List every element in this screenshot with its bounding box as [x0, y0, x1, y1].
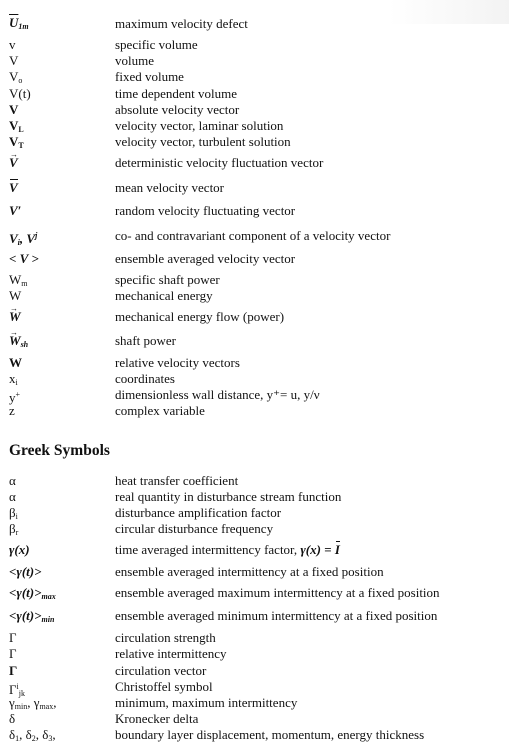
symbol: z	[9, 403, 15, 418]
symbol: → V	[9, 156, 18, 170]
symbol: y+	[9, 390, 21, 405]
symbol: $\delta_1$, $\delta_2$, $\delta_3$,	[9, 727, 56, 743]
symbol: α	[9, 489, 16, 504]
description: relative velocity vectors	[115, 355, 240, 370]
description: relative intermittency	[115, 646, 227, 661]
description: disturbance amplification factor	[115, 505, 282, 520]
description: complex variable	[115, 403, 205, 418]
description: specific volume	[115, 37, 198, 52]
symbol: $x_i$	[9, 371, 18, 387]
symbol: $W_m$	[9, 272, 28, 288]
symbol: v	[9, 37, 16, 52]
description: volume	[115, 53, 154, 68]
symbol: W	[9, 355, 22, 370]
symbol: V	[9, 53, 19, 68]
description: circulation vector	[115, 663, 207, 678]
description: circulation strength	[115, 630, 216, 645]
symbol: $<\gamma(t)>_{min}$	[9, 608, 55, 624]
description: random velocity fluctuating vector	[115, 203, 296, 218]
symbol: δ	[9, 711, 16, 726]
symbol: $<\gamma(t)>_{max}$	[9, 585, 56, 601]
description: ensemble averaged intermittency at a fixed position	[115, 564, 384, 579]
symbol: W	[9, 288, 22, 303]
description: specific shaft power	[115, 272, 220, 287]
description: time dependent volume	[115, 86, 238, 101]
description: deterministic velocity fluctuation vector	[115, 155, 324, 170]
symbol: V(t)	[9, 86, 31, 101]
description: absolute velocity vector	[115, 102, 240, 117]
description: mechanical energy	[115, 288, 213, 303]
symbol: Γ	[9, 663, 18, 678]
description: mean velocity vector	[115, 180, 225, 195]
symbol: $V_T$	[9, 134, 24, 150]
description: Christoffel symbol	[115, 679, 213, 694]
description: minimum, maximum intermittency	[115, 695, 298, 710]
symbol: → $W_{sh}$	[9, 334, 28, 352]
symbol: $V_L$	[9, 118, 24, 134]
description: Kronecker delta	[115, 711, 199, 726]
description: ensemble averaged velocity vector	[115, 251, 296, 266]
description: shaft power	[115, 333, 177, 348]
description: ensemble averaged minimum intermittency at a fixed position	[115, 608, 438, 623]
symbol: γ(x)	[9, 542, 30, 557]
description: coordinates	[115, 371, 175, 386]
symbol: $\beta_r$	[9, 521, 19, 537]
symbol: $V_i$, $V^j$	[9, 231, 38, 247]
symbol: V	[9, 102, 19, 117]
symbol: $\gamma_{min}$, $\gamma_{max}$,	[9, 695, 57, 711]
description: maximum velocity defect	[115, 16, 248, 31]
symbol: V′	[9, 203, 22, 218]
description: circular disturbance frequency	[115, 521, 274, 536]
page-edge-shadow	[389, 0, 509, 24]
symbol: <γ(t)>	[9, 564, 42, 579]
description: velocity vector, turbulent solution	[115, 134, 291, 149]
description: dimensionless wall distance, y⁺= u, y/ν	[115, 387, 320, 402]
symbol: V	[9, 180, 18, 195]
description: ensemble averaged maximum intermittency at a fixed position	[115, 585, 440, 600]
symbol: $\beta_i$	[9, 505, 18, 521]
description: real quantity in disturbance stream function	[115, 489, 342, 504]
description: co- and contravariant component of a velocity vector	[115, 228, 391, 243]
symbol: $V_o$	[9, 69, 23, 85]
description: boundary layer displacement, momentum, energy thickness	[115, 727, 425, 742]
description: velocity vector, laminar solution	[115, 118, 284, 133]
symbol: → W	[9, 310, 21, 324]
symbol: $\Gamma^i_{jk}$	[9, 682, 25, 698]
symbol: α	[9, 473, 16, 488]
description: heat transfer coefficient	[115, 473, 239, 488]
symbol: Γ	[9, 630, 17, 645]
description: time averaged intermittency factor, γ(x) = I	[115, 542, 340, 557]
section-heading: Greek Symbols	[9, 442, 110, 459]
symbol: $\overline{U}_{1m}$	[9, 15, 29, 31]
description: fixed volume	[115, 69, 184, 84]
symbol: < V >	[9, 251, 39, 266]
symbol: Γ	[9, 646, 17, 661]
description: mechanical energy flow (power)	[115, 309, 285, 324]
